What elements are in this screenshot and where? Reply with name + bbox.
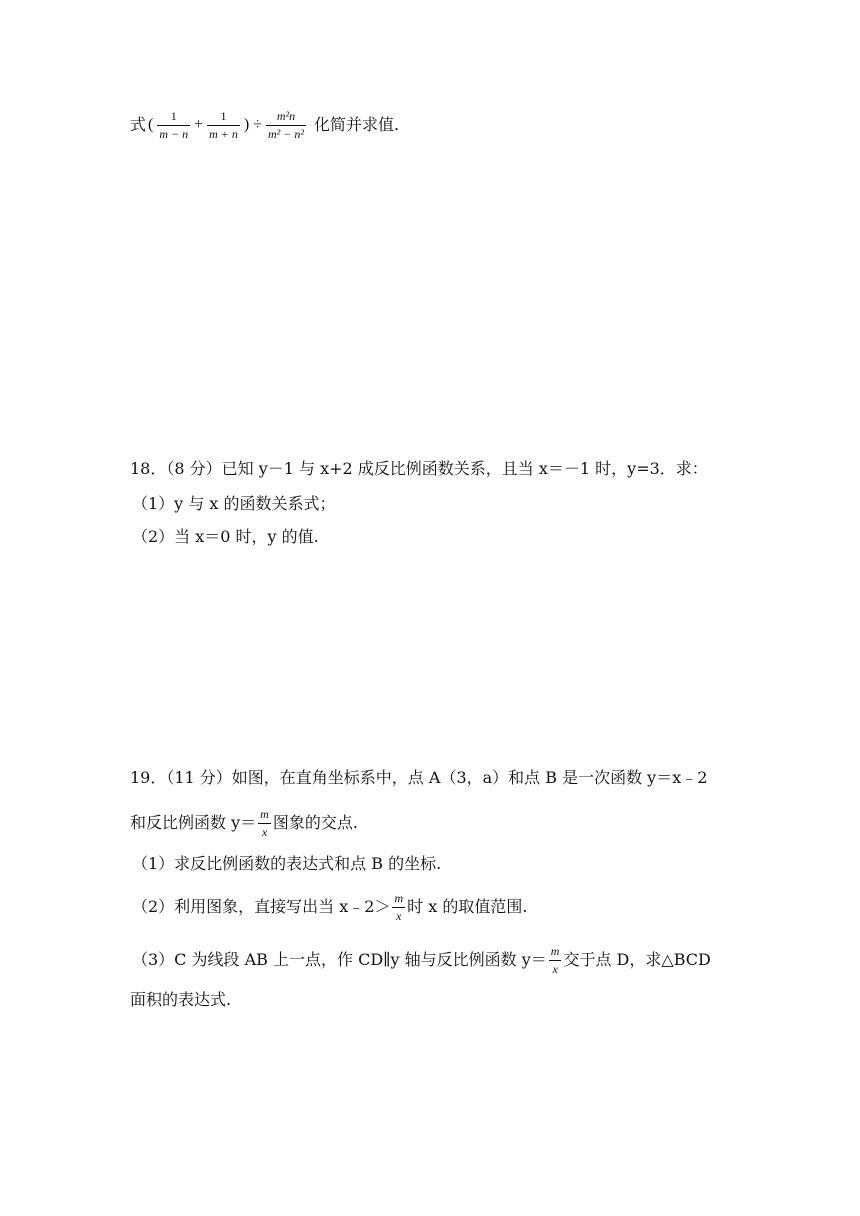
fraction-bar — [549, 960, 562, 961]
q17-prefix: 式 — [130, 115, 147, 135]
q19-part-2-end: 时 x 的取值范围. — [407, 897, 528, 917]
q19-part-3-end: 交于点 D，求△BCD — [563, 950, 711, 970]
q17-divide: ÷ — [253, 116, 263, 134]
q17-fraction-2-denominator: m + n — [209, 126, 238, 141]
fraction-bar — [392, 907, 405, 908]
fraction-denominator: x — [552, 961, 558, 976]
fraction-numerator: m — [394, 891, 404, 905]
q19-part-3-continuation: 面积的表达式. — [130, 990, 232, 1009]
q19-stem-line-2 — [130, 808, 358, 838]
q17-fraction-2-numerator: 1 — [220, 109, 227, 123]
q18-part-1: （1）y 与 x 的函数关系式； — [132, 494, 336, 513]
q17-plus: + — [194, 116, 204, 134]
q19-part-3-start: （3）C 为线段 AB 上一点，作 CD∥y 轴与反比例函数 y＝ — [132, 950, 547, 970]
q19-part-3-fraction — [549, 945, 562, 975]
fraction-denominator: x — [261, 824, 268, 839]
q17-fraction-3-numerator: m²n — [276, 109, 296, 123]
q19-part-2 — [132, 892, 527, 922]
fraction-bar — [258, 823, 271, 824]
q17-fraction-1-numerator: 1 — [170, 109, 177, 123]
q17-fraction-3 — [266, 110, 306, 140]
q19-stem-line-2-end: 图象的交点. — [272, 813, 358, 833]
q19-stem-line-1: 19．（11 分）如图，在直角坐标系中，点 A（3，a）和点 B 是一次函数 y＝x﹣2 — [130, 768, 708, 787]
fraction-bar — [207, 125, 240, 126]
q18-part-2: （2）当 x＝0 时，y 的值. — [132, 527, 319, 546]
q19-part-2-start: （2）利用图象，直接写出当 x﹣2＞ — [132, 897, 391, 917]
q19-part-2-fraction — [392, 892, 405, 922]
q17-fraction-2 — [207, 110, 240, 140]
q17-suffix: 化简并求值. — [313, 115, 400, 135]
fraction-denominator: x — [396, 908, 402, 923]
q19-part-1: （1）求反比例函数的表达式和点 B 的坐标. — [132, 854, 442, 873]
fraction-bar — [157, 125, 190, 126]
q17-fraction-3-denominator: m² − n² — [268, 126, 304, 141]
q18-stem: 18．（8 分）已知 y－1 与 x+2 成反比例函数关系，且当 x＝－1 时，y=3．求： — [130, 459, 708, 478]
fraction-numerator: m — [550, 944, 560, 958]
q17-left-paren: ( — [148, 116, 154, 134]
q19-part-3 — [132, 945, 711, 975]
fraction-numerator: m — [260, 807, 269, 821]
q17-fraction-1 — [157, 110, 190, 140]
q17-expression-line — [130, 110, 399, 140]
q17-right-paren: ) — [243, 116, 250, 134]
fraction-bar — [266, 125, 306, 126]
q17-fraction-1-denominator: m − n — [159, 126, 189, 141]
q19-fraction-m-over-x — [258, 808, 271, 838]
q19-stem-line-2-start: 和反比例函数 y＝ — [130, 813, 257, 833]
